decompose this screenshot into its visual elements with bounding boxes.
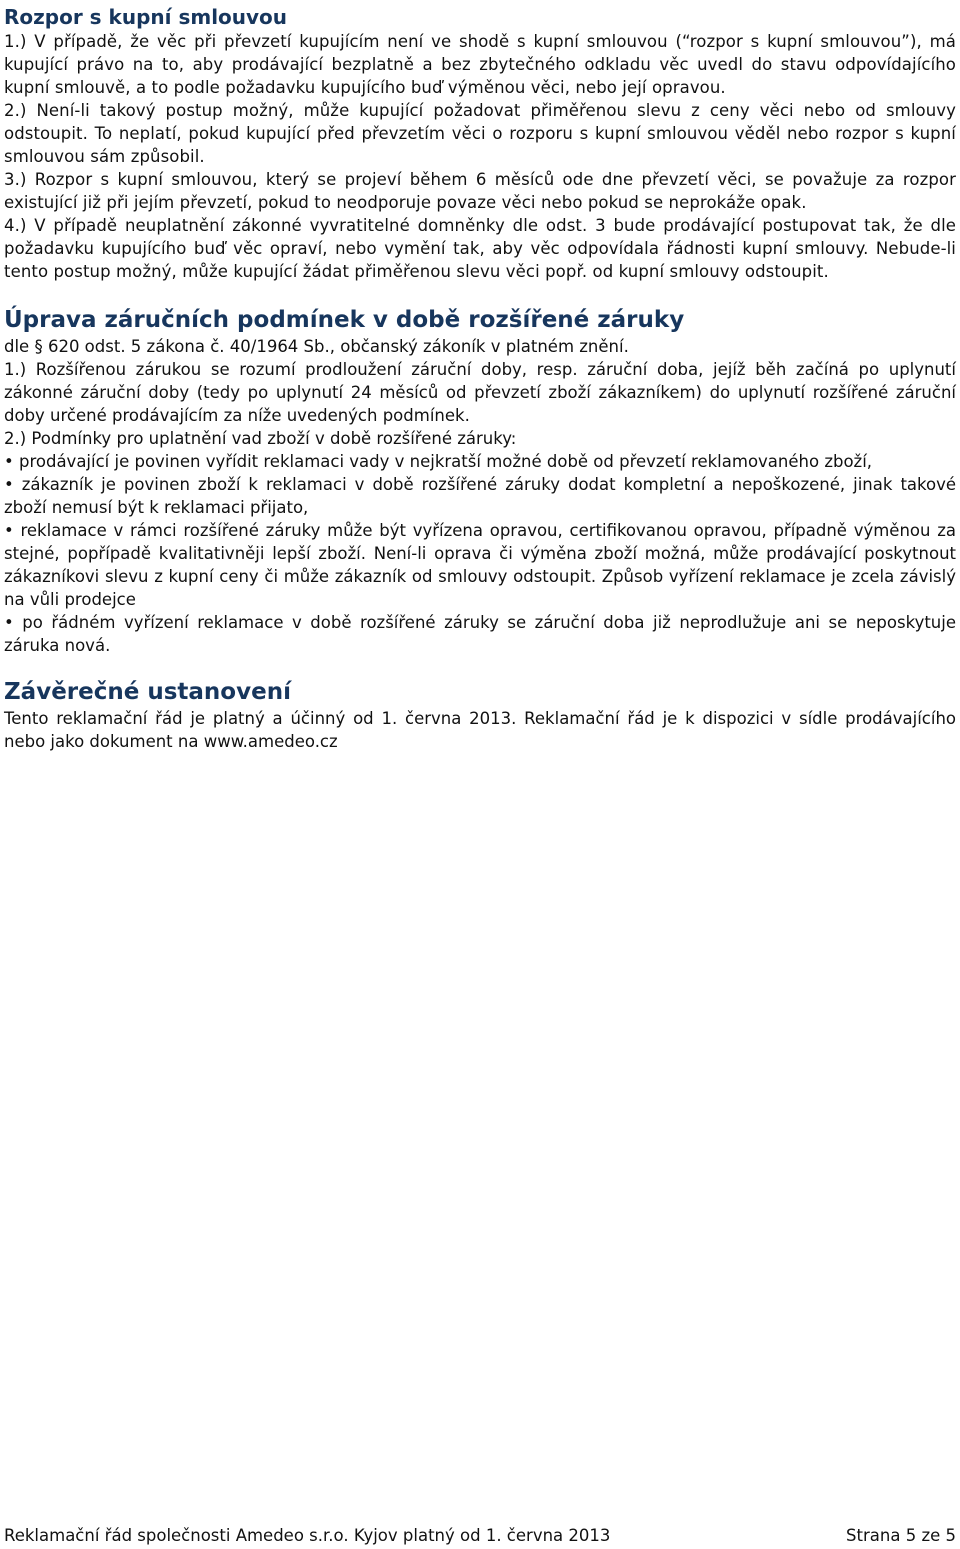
section-title: Rozpor s kupní smlouvou (4, 5, 288, 29)
bullet-item: • reklamace v rámci rozšířené záruky může být vyřízena opravou, certifikovanou opravou, případně výměnou za stejné, popřípadě kvalitativněji lepší zboží. Není-li oprava či výměna zboží možná, může prodávající poskytnout zákazníkovi slevu z kupní ceny či může zákazník od smlouvy odstoupit. Způsob vyřízení reklamace je zcela závislý na vůli prodejce (4, 521, 956, 609)
section-rozsirena-zaruka (4, 305, 956, 657)
paragraph: 2.) Není-li takový postup možný, může kupující požadovat přiměřenou slevu z ceny věci nebo od smlouvy odstoupit. To neplatí, pokud kupující před převzetím věci o rozporu s kupní smlouvou věděl nebo rozpor s kupní smlouvou sám způsobil. (4, 101, 956, 166)
bullet-item: • po řádném vyřízení reklamace v době rozšířené záruky se záruční doba již neprodlužuje ani se neposkytuje záruka nová. (4, 613, 956, 655)
footer-left-text: Reklamační řád společnosti Amedeo s.r.o. Kyjov platný od 1. června 2013 (4, 1526, 611, 1545)
page-footer (4, 1525, 956, 1547)
document-page (4, 4, 956, 753)
section-title: Úprava záručních podmínek v době rozšířené záruky (4, 307, 685, 333)
spacer (4, 283, 956, 305)
section-title: Závěrečné ustanovení (4, 679, 291, 705)
paragraph: 4.) V případě neuplatnění zákonné vyvratitelné domněnky dle odst. 3 bude prodávající postupovat tak, že dle požadavku kupujícího buď věc opraví, nebo vymění tak, aby věc odpovídala řádnosti kupní smlouvy. Nebude-li tento postup možný, může kupující žádat přiměřenou slevu věci popř. od kupní smlouvy odstoupit. (4, 216, 956, 281)
bullet-item: • prodávající je povinen vyřídit reklamaci vady v nejkratší možné době od převzetí reklamovaného zboží, (4, 452, 873, 471)
spacer (4, 657, 956, 677)
paragraph: Tento reklamační řád je platný a účinný od 1. června 2013. Reklamační řád je k dispozici v sídle prodávajícího nebo jako dokument na www.amedeo.cz (4, 709, 956, 751)
section-rozpor (4, 4, 956, 283)
bullet-item: • zákazník je povinen zboží k reklamaci v době rozšířené záruky dodat kompletní a nepoškozené, jinak takové zboží nemusí být k reklamaci přijato, (4, 475, 956, 517)
paragraph: 1.) Rozšířenou zárukou se rozumí prodloužení záruční doby, resp. záruční doba, jejíž běh začíná po uplynutí zákonné záruční doby (tedy po uplynutí 24 měsíců od převzetí zboží zákazníkem) do uplynutí rozšířené záruční doby určené prodávajícím za níže uvedených podmínek. (4, 360, 956, 425)
section-zaverecne (4, 677, 956, 753)
paragraph: dle § 620 odst. 5 zákona č. 40/1964 Sb., občanský zákoník v platném znění. (4, 337, 629, 356)
paragraph: 3.) Rozpor s kupní smlouvou, který se projeví během 6 měsíců ode dne převzetí věci, se považuje za rozpor existující již při jejím převzetí, pokud to neodporuje povaze věci nebo pokud se neprokáže opak. (4, 170, 956, 212)
paragraph: 1.) V případě, že věc při převzetí kupujícím není ve shodě s kupní smlouvou (“rozpor s kupní smlouvou”), má kupující právo na to, aby prodávající bezplatně a bez zbytečného odkladu věc uvedl do stavu odpovídajícího kupní smlouvě, a to podle požadavku kupujícího buď výměnou věci, nebo její opravou. (4, 32, 956, 97)
page-number: Strana 5 ze 5 (846, 1526, 956, 1545)
paragraph: 2.) Podmínky pro uplatnění vad zboží v době rozšířené záruky: (4, 429, 517, 448)
